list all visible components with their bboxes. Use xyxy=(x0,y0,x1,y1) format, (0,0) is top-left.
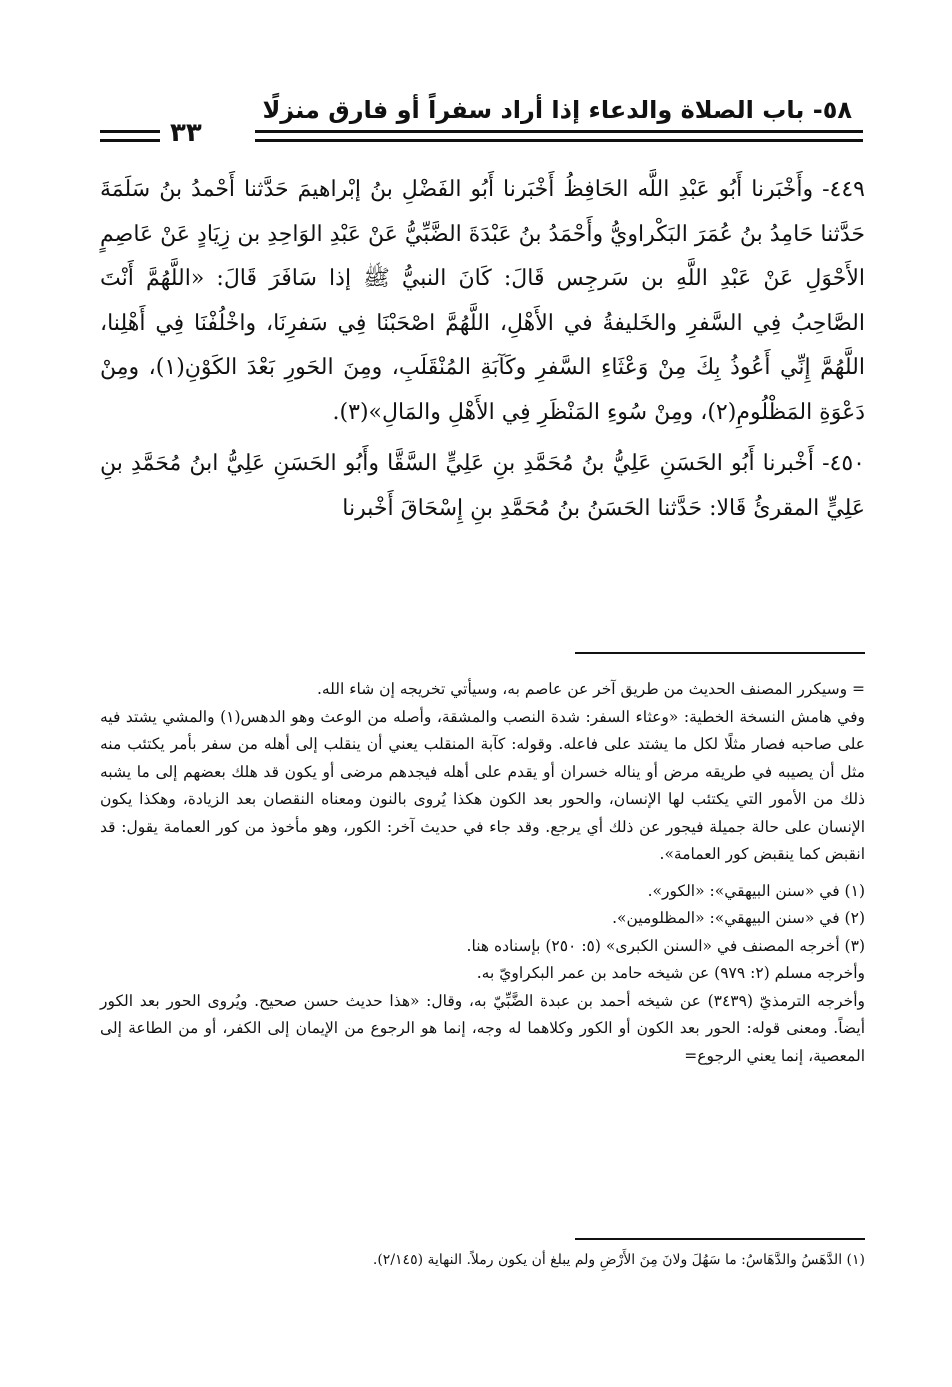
sub-footnote-separator xyxy=(575,1238,865,1240)
hadith-450: ٤٥٠- أَخْبرنا أَبُو الحَسَنِ عَلِيُّ بنُ مُحَمَّدِ بنِ عَلِيٍّ السَّقَّا وأَبُو الحَسَنِ عَلِيُّ ابنُ مُحَمَّدِ بنِ عَلِيٍّ المقرئُ قَالا: حَدَّثنا الحَسَنُ بنُ مُحَمَّدِ بنِ إِسْحَاقَ أَخْبرنا xyxy=(100,451,865,521)
footnote-3-muslim: وأخرجه مسلم (٢: ٩٧٩) عن شيخه حامد بن عمر البكراويّ به. xyxy=(476,964,865,982)
header-rule-left-bottom xyxy=(100,139,160,142)
page-number: ٣٣ xyxy=(170,118,202,148)
header-rule-left-top xyxy=(100,130,160,133)
footnotes-section xyxy=(100,676,865,1070)
footnote-list xyxy=(100,878,865,1071)
footnote-3-tirmidhi: وأخرجه الترمذيّ (٣٤٣٩) عن شيخه أحمد بن عبدة الضَّبِّيّ به، وقال: «هذا حديث حسن صحيح. ويُروى الحور بعد الكور أيضاً. ومعنى قوله: الحور بعد الكون أو الكور وكلاهما له وجه، إنما هو الرجوع من الإيمان إلى الكفر، أو من الطاعة إلى المعصية، إنما يعني الرجوع= xyxy=(100,991,865,1065)
header-rule-right-bottom xyxy=(255,139,863,142)
chapter-title: ٥٨- باب الصلاة والدعاء إذا أراد سفراً أو فارق منزلًا xyxy=(262,96,852,124)
footnote-3: (٣) أخرجه المصنف في «السنن الكبرى» (٥: ٢٥٠) بإسناده هنا. xyxy=(466,936,865,955)
commentary-margin-note: وفي هامش النسخة الخطية: «وعثاء السفر: شدة النصب والمشقة، وأصله من الوعث وهو الدهس(١) والمشي يشتد فيه على صاحبه فصار مثلًا لكل ما يشتد على فاعله. وقوله: كآبة المنقلب يعني أن ينقلب إلى أهله من سفر بأمر يكتئب منه مثل أن يصيبه في طريقه مرض أو يناله خسران أو يقدم على أهله فيجدهم مرضى أو يكون قد هلك بعضهم إلى ما يشبه ذلك من الأمور التي يكتئب لها الإنسان، والحور بعد الكون هكذا يُروى بالنون ومعناه النقصان بعد الزيادة، وهكذا يكون الإنسان على حالة جميلة فيجور عن ذلك أي يرجع. وقد جاء في حديث آخر: الكور، وهو مأخوذ من كور العمامة يقول: قد انقبض كما ينقبض كور العمامة». xyxy=(100,707,865,863)
footnote-separator xyxy=(575,652,865,654)
footnote-1: (١) في «سنن البيهقي»: «الكور». xyxy=(647,881,865,900)
main-text xyxy=(100,168,865,531)
footnote-2: (٢) في «سنن البيهقي»: «المظلومين». xyxy=(612,909,865,927)
header-rule-right-top xyxy=(255,130,863,133)
commentary-continuation: = وسيكرر المصنف الحديث من طريق آخر عن عاصم به، وسيأتي تخريجه إن شاء الله. xyxy=(316,680,865,698)
sub-footnote: (١) الدَّهَسُ والدَّهَاسُ: ما سَهُلَ ولانَ مِنَ الأَرْضِ ولم يبلغ أن يكون رملاً. النهاية (٢/١٤٥). xyxy=(372,1252,865,1268)
hadith-449: ٤٤٩- وأَخْبَرنا أَبُو عَبْدِ اللَّه الحَافِظُ أَخْبَرنا أَبُو الفَضْلِ بنُ إبْراهيمَ حَدَّثنا أَحْمدُ بنُ سَلَمَةَ حَدَّثنا حَامِدُ بنُ عُمَرَ البَكْراويُّ وأَحْمَدُ بنُ عَبْدَةَ الضَّبِّيُّ عَنْ عَبْدِ الوَاحِدِ بن زِيَادٍ عَنْ عَاصِمٍ الأَحْوَلِ عَنْ عَبْدِ اللَّهِ بن سَرجِس قَالَ: كَانَ النبيُّ ﷺ إذا سَافَرَ قَالَ: «اللَّهُمَّ أَنْتَ الصَّاحِبُ فِي السَّفرِ والخَليفةُ في الأَهْلِ، اللَّهُمَّ اصْحَبْنَا فِي سَفرِنَا، واخْلُفْنَا فِي أَهْلِنا، اللَّهُمَّ إِنِّي أَعُوذُ بِكَ مِنْ وَعْثَاءِ السَّفرِ وكَآبَةِ المُنْقَلَبِ، ومِنَ الحَورِ بَعْدَ الكَوْنِ(١)، ومِنْ دَعْوَةِ المَظْلُومِ(٢)، ومِنْ سُوءِ المَنْظَرِ فِي الأَهْلِ والمَالِ»(٣). xyxy=(100,177,865,425)
